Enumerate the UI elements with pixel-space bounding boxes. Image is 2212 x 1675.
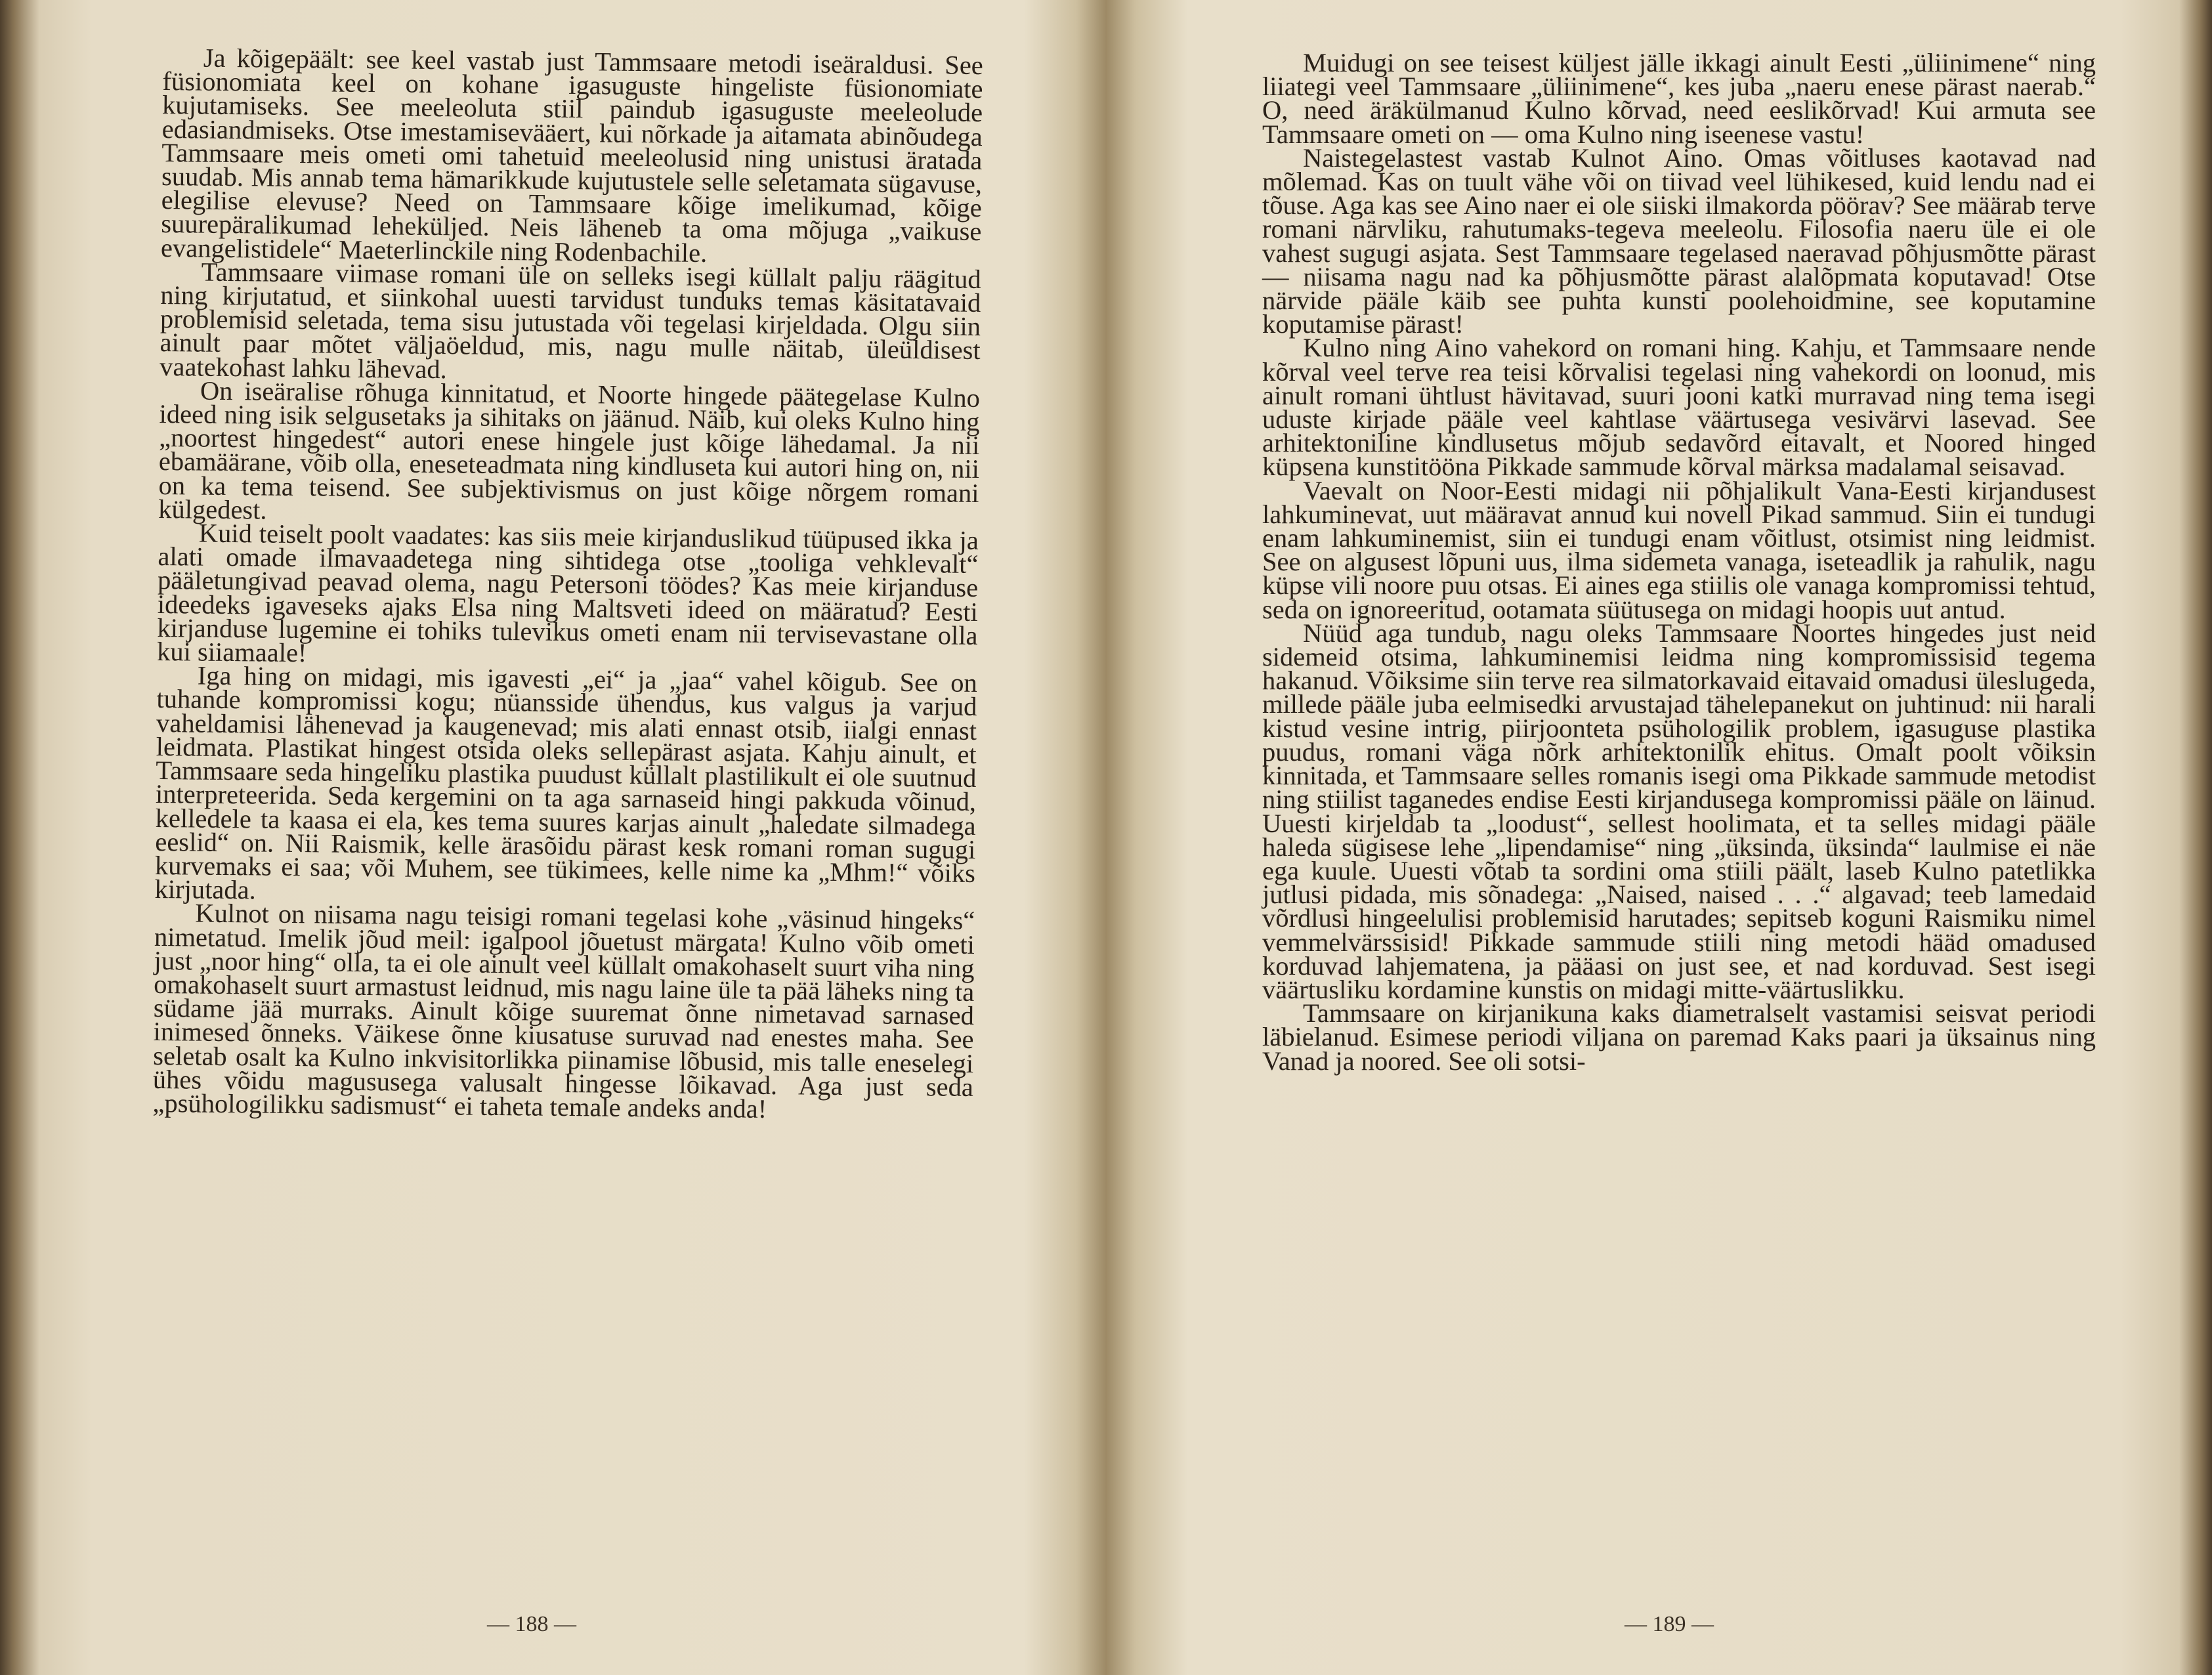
paragraph: Naistegelastest vastab Kulnot Aino. Omas võitluses kaotavad nad mõlemad. Kas on tuult vähe või on tiivad veel lühikesed, kuid lendu nad ei tõuse. Aga kas see Aino naer ei ole siiski ilmakorda pöörav? See määrab terve romani närvliku, rahutumaks-tegeva meeleolu. Filosofia naeru üle ei ole vahest sugugi asjata. Sest Tammsaare tegelased naeravad põhjusmõtte pärast — niisama nagu nad ka põhjusmõtte pärast alalõpmata koputavad! Otse närvide pääle käib see puhta kunsti poolehoidmine, see koputamine koputamise pärast! [1262, 142, 2096, 339]
paragraph: Iga hing on midagi, mis igavesti „ei“ ja „jaa“ vahel kõigub. See on tuhande kompromissi kogu; nüansside ühendus, kus valgus ja varjud vaheldamisi lähenevad ja kaugenevad; mis alati ennast otsib, iialgi ennast leidmata. Plastikat hingest otsida oleks sellepärast asjata. Kahju ainult, et Tammsaare seda hingeliku plastika puudust küllalt plastilikult ei ole suutnud interpreteerida. Seda kergemini on ta aga sarnaseid hingi pakkuda võinud, kelledele ta kaasa ei ela, kes tema suures karjas ainult „haledate silmadega eeslid“ on. Nii Raismik, kelle ärasõidu pärast kesk romani roman sugugi kurvemaks ei saa; või Muhem, see tükimees, kelle nime ka „Mhm!“ võiks kirjutada. [154, 660, 977, 905]
paragraph: Tammsaare viimase romani üle on selleks isegi küllalt palju räägitud ning kirjutatud, et siinkohal uuesti tarvidust tunduks temas käsitatavaid problemisid seletada, tema sisu jutustada või tegelasi kirjeldada. Olgu siin ainult paar mõtet väljaöeldud, mis, nagu mulle näitab, üleüldisest vaatekohast lahku lähevad. [160, 257, 981, 384]
paragraph: Ja kõigepäält: see keel vastab just Tammsaare metodi iseäraldusi. See füsionomiata keel on kohane igasuguste hingeliste füsionomiate kujutamiseks. See meeleoluta stiil paindub igasuguste meeleolude edasiandmiseks. Otse imestamisevääert, kui nõrkade ja aitamata abinõudega Tammsaare meis ometi omi tahetuid meeleolusid ning unistusi äratada suudab. Mis annab tema hämarikkude kujutustele selle seletamata sügavuse, elegilise elevuse? Need on Tammsaare kõige imelikumad, kõige suurepäralikumad leheküljed. Neis läheneb ta oma mõjuga „vaikuse evangelistidele“ Maeterlinckile ning Rodenbachile. [160, 43, 983, 268]
page-number: — 188 — [487, 1612, 576, 1636]
right-page-body [1262, 48, 2096, 1076]
paragraph: Kuid teiselt poolt vaadates: kas siis meie kirjanduslikud tüüpused ikka ja alati omade ilmavaadetega ning sihtidega otse „tooliga vehklevalt“ pääletungivad peavad olema, nagu Petersoni töödes? Kas meie kirjanduse ideedeks igaveseks ajaks Elsa ning Maltsveti ideed on määratud? Eesti kirjanduse lugemine ei tohiks tulevikus ometi enam nii tervisevastane olla kui siiamaale! [156, 518, 979, 668]
right-page [1106, 0, 2212, 1675]
paragraph: On iseäralise rõhuga kinnitatud, et Noorte hingede päätegelase Kulno ideed ning isik selgusetaks ja sihitaks on jäänud. Näib, kui oleks Kulno hing „noortest hingedest“ autori enese hingele just kõige lähedamal. Ja nii ebamäärane, võib olla, eneseteadmata ning kindluseta kui autori hing on, nii on ka tema teisend. See subjektivismus on just kõige nõrgem romani külgedest. [158, 375, 981, 525]
left-page-body [152, 43, 983, 1124]
paragraph: Muidugi on see teisest küljest jälle ikkagi ainult Eesti „üliinimene“ ning liiategi veel Tammsaare „üliinimene“, kes juba „naeru enese pärast naerab.“ O, need äräkülmanud Kulno kõrvad, need eeslikõrvad! Kui armuta see Tammsaare ometi on — oma Kulno ning iseenese vastu! [1262, 48, 2096, 149]
paragraph: Kulno ning Aino vahekord on romani hing. Kahju, et Tammsaare nende kõrval veel terve rea teisi kõrvalisi tegelasi ning vahekordi on loonud, mis ainult romani ühtlust hävitavad, suuri jooni katki murravad ning tema isegi uduste kirjade pääle veel kahtlase väärtusega vesivärvi lasevad. See arhitektoniline kindlusetus mõjub sedavõrd eitavalt, et Noored hinged küpsena kunstitööna Pikkade sammude kõrval märksa madalamal seisavad. [1262, 333, 2096, 482]
paragraph: Kulnot on niisama nagu teisigi romani tegelasi kohe „väsinud hingeks“ nimetatud. Imelik jõud meil: igalpool jõuetust märgata! Kulno võib ometi just „noor hing“ olla, ta ei ole ainult veel küllalt omakohaselt suurt viha ning omakohaselt suurt armastust leidnud, mis nagu laine üle ta pää läheks ning ta südame jää murraks. Ainult kõige suuremat õnne nimetavad sarnased inimesed õnneks. Väikese õnne kiusatuse suruvad nad enestes maha. See seletab osalt ka Kulno inkvisitorlikka piinamise lõbusid, mis talle eneselegi ühes võidu magususega valusalt hingesse lõikavad. Aga just seda „psühologilikku sadismust“ ei taheta temale andeks anda! [152, 898, 975, 1124]
paragraph: Nüüd aga tundub, nagu oleks Tammsaare Noortes hingedes just neid sidemeid otsima, lahkuminemisi leidma ning kompromissisid tegema hakanud. Võiksime siin terve rea silmatorkavaid eitavaid omadusi üleslugeda, millede pääle juba eelmisedki arvustajad tähelepanekut on juhtinud: nii harali kistud vesine intrig, piirjoonteta psühologilik problem, igasuguse plastika puudus, romani väga nõrk arhitektonilik ehitus. Omalt poolt võiksin kinnitada, et Tammsaare selles romanis isegi oma Pikkade sammude metodist ning stiilist taganedes endise Eesti kirjandusega kompromissi pääle on läinud. Uuesti kirjeldab ta „loodust“, sellest hoolimata, et ta selles midagi pääle haleda sügisese lehe „lipendamise“ ning „üksinda, üksinda“ laulmise ei näe ega kuule. Uuesti võtab ta sordini oma stiili päält, laseb Kulno patetlikka jutlusi pidada, mis sõnadega: „Naised, naised . . .“ algavad; teeb lamedaid võrdlusi hingeelulisi problemisid harutades; sepitseb koguni Raismiku nimel vemmelvärssisid! Pikkade sammude stiili ning metodi hääd omadused korduvad lahjematena, ja pääasi on just see, et nad korduvad. Sest isegi väärtusliku kordamine kunstis on midagi mitte-väärtuslikku. [1262, 618, 2096, 1004]
paragraph: Vaevalt on Noor-Eesti midagi nii põhjalikult Vana-Eesti kirjandusest lahkuminevat, uut määravat annud kui novell Pikad sammud. Siin ei tundugi enam lahkuminemist, siin ei tundugi enam võitlust, otsimist ning leidmist. See on algusest lõpuni uus, ilma sidemeta vanaga, iseteadlik ja rahulik, nagu küpse vili noore puu otsas. Ei aines ega stiilis ole vanaga kompromissi tehtud, seda on ignoreeritud, ootamata süütusega on midagi hoopis uut antud. [1262, 475, 2096, 624]
page-number: — 189 — [1625, 1612, 1714, 1636]
paragraph: Tammsaare on kirjanikuna kaks diametralselt vastamisi seisvat periodi läbielanud. Esimese periodi viljana on paremad Kaks paari ja üksainus ning Vanad ja noored. See oli sotsi- [1262, 998, 2096, 1076]
